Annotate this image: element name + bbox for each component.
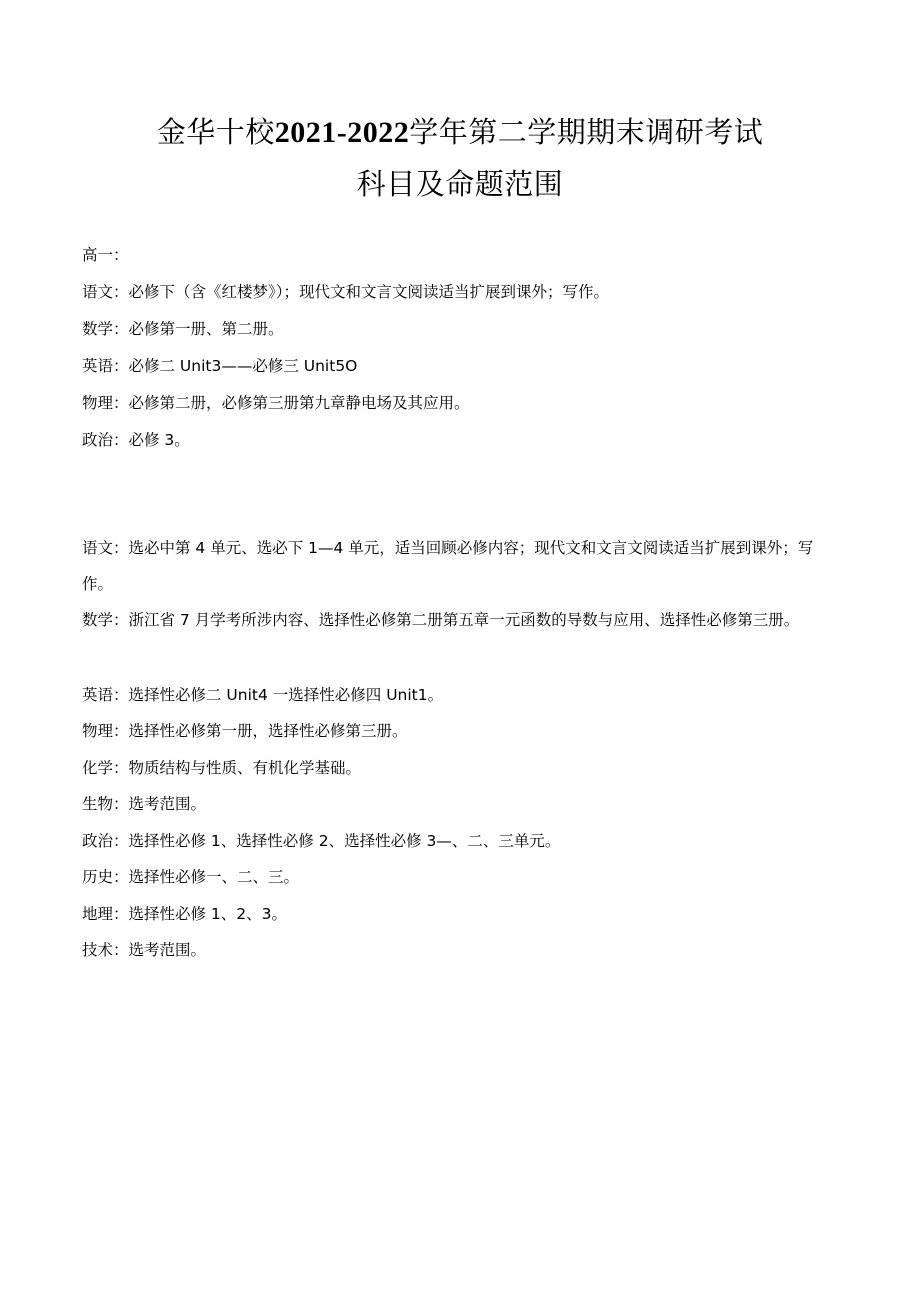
grade2-history: 历史：选择性必修一、二、三。 xyxy=(82,868,300,886)
grade1-physics: 物理：必修第二册，必修第三册第九章静电场及其应用。 xyxy=(82,394,470,412)
grade1-politics: 政治：必修 3。 xyxy=(82,431,190,449)
grade1-chinese: 语文：必修下（含《红楼梦》）；现代文和文言文阅读适当扩展到课外；写作。 xyxy=(82,283,610,301)
document-subtitle: 科目及命题范围 xyxy=(356,167,564,201)
grade2-english: 英语：选择性必修二 Unit4 一选择性必修四 Unit1。 xyxy=(82,686,444,704)
title-prefix: 金华十校 xyxy=(156,115,275,149)
document-title xyxy=(0,112,920,153)
grade2-chemistry: 化学：物质结构与性质、有机化学基础。 xyxy=(82,759,362,777)
grade2-biology: 生物：选考范围。 xyxy=(82,795,207,813)
grade2-geography: 地理：选择性必修 1、2、3。 xyxy=(82,905,288,923)
grade1-heading: 高一： xyxy=(82,246,129,264)
title-suffix: 学年第二学期期末调研考试 xyxy=(409,115,764,149)
grade2-math: 数学：浙江省 7 月学考所涉内容、选择性必修第二册第五章一元函数的导数与应用、选择性必修第三册。 xyxy=(82,611,800,629)
grade1-english: 英语：必修二 Unit3——必修三 Unit5O xyxy=(82,357,358,375)
grade2-politics: 政治：选择性必修 1、选择性必修 2、选择性必修 3—、二、三单元。 xyxy=(82,832,561,850)
grade1-math: 数学：必修第一册、第二册。 xyxy=(82,320,284,338)
grade2-chinese: 语文：选必中第 4 单元、选必下 1—4 单元，适当回顾必修内容；现代文和文言文阅读适当扩展到课外；写作。 xyxy=(82,539,814,593)
title-years: 2021-2022 xyxy=(274,116,410,149)
grade2-physics: 物理：选择性必修第一册，选择性必修第三册。 xyxy=(82,722,408,740)
grade2-technology: 技术：选考范围。 xyxy=(82,941,207,959)
